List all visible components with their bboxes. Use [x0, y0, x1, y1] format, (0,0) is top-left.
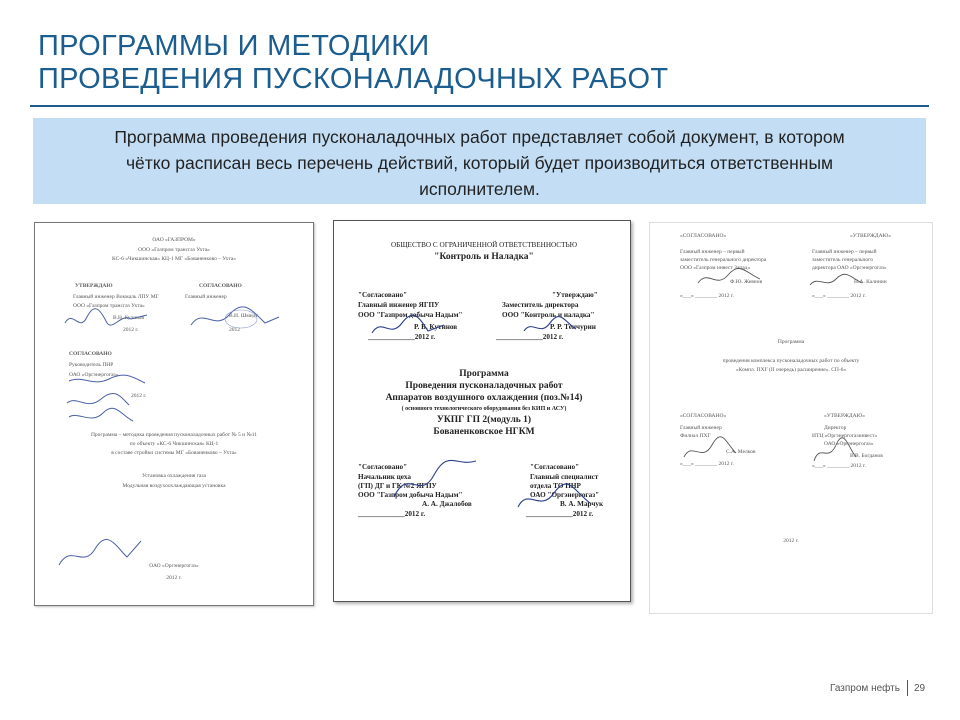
doc-mid-prog5: УКПГ ГП 2(модуль 1) — [436, 415, 532, 425]
doc-right-year: 2012 г. — [783, 538, 799, 544]
doc-left-agree2-role: Руководитель ПНР — [69, 362, 114, 368]
doc-right-b-role1: Главный инженер — [680, 425, 722, 431]
signature-agree2 — [63, 373, 163, 433]
doc-right-b-r-org: ОАО «Оргэнергогаз» — [824, 441, 874, 447]
doc-mid-approve-org: ООО "Контроль и наладка" — [502, 311, 595, 319]
doc-right-prog2: проведения комплекса пусконаладочных работ по объекту — [722, 358, 860, 364]
doc-left-program-line1: Программа – методика проведения пусконаладочных работ № 5 и №11 — [90, 432, 258, 438]
signature-approver — [61, 305, 151, 335]
doc-mid-b-name: А. А. Джалобов — [422, 500, 472, 508]
doc-mid-approve-name: Р. Р. Тенчурин — [550, 323, 596, 331]
description-callout — [33, 118, 926, 204]
doc-mid-agree-name: Р. Б. Кутинов — [414, 323, 458, 331]
doc-right-date-left: «___» ________ 2012 г. — [680, 293, 734, 299]
doc-mid-b-agree: "Согласовано" — [358, 463, 408, 471]
doc-right-b-role2: Филиал ПХГ — [680, 433, 711, 439]
doc-right-b-r-role2: ИТЦ «Оргэнергогазинвест» — [812, 433, 878, 439]
doc-right-b-date-right: «___» ________ 2012 г. — [812, 463, 866, 469]
footer-divider — [907, 680, 908, 696]
doc-left-agree-name: В.И. Шмидт — [229, 313, 258, 319]
doc-mid-agree: "Согласовано" — [358, 291, 408, 299]
doc-right-agree: «СОГЛАСОВАНО» — [680, 233, 727, 239]
doc-mid-approve-role: Заместитель директора — [502, 301, 579, 309]
title-line-1: ПРОГРАММЫ И МЕТОДИКИ — [38, 30, 430, 62]
doc-mid-company-name: "Контроль и Наладка" — [434, 252, 534, 262]
signature-mid-approve — [520, 315, 580, 339]
title-divider — [30, 105, 929, 107]
document-scan-middle — [333, 220, 631, 602]
doc-right-approve-org: директора ОАО «Оргэнергогаз» — [812, 265, 887, 271]
doc-left-approver-name: В.Н. Куликов — [113, 315, 144, 321]
doc-right-prog3: «Компл. ПХГ (II очередь) расширение». СП-6» — [735, 367, 847, 373]
signature-bottom — [55, 535, 145, 575]
doc-left-program-line3: в составе стройки системы МГ «Бованенково – Ухта» — [111, 450, 237, 456]
doc-right-b-date-left: «___» ________ 2012 г. — [680, 461, 734, 467]
doc-mid-c-agree: "Согласовано" — [530, 463, 580, 471]
doc-right-approve-name: Н.А. Калинин — [854, 279, 887, 285]
title-line-2: ПРОВЕДЕНИЯ ПУСКОНАЛАДОЧНЫХ РАБОТ — [38, 63, 669, 95]
doc-right-agree-name: Ф.Ю. Жевнов — [730, 279, 763, 285]
doc-mid-agree-date: _____________2012 г. — [368, 333, 436, 341]
doc-right-approve-role2: заместитель генерального — [812, 257, 873, 263]
doc-mid-c-date: _____________2012 г. — [526, 510, 594, 518]
stamp-signature-agree — [185, 301, 285, 337]
doc-left-org2: ООО «Газпром трансгаз Ухта» — [138, 247, 210, 253]
doc-left-agree2-org: ОАО «Оргэнергогаз» — [69, 372, 119, 378]
doc-mid-c-role1: Главный специалист — [530, 473, 599, 481]
doc-left-agree2: СОГЛАСОВАНО — [69, 351, 112, 357]
doc-left-agree2-date: 2012 г. — [131, 393, 147, 399]
callout-text: Программа проведения пусконаладочных работ представляет собой документ, в котором чётко расписан весь перечень действий, который будет производиться ответственным исполнителем. — [114, 127, 845, 199]
doc-mid-agree-org: ООО "Газпром добыча Надым" — [358, 311, 463, 319]
doc-right-agree-role2: заместитель генерального директора — [680, 257, 767, 263]
page-number: 29 — [914, 683, 926, 694]
page-title — [38, 30, 668, 96]
doc-mid-company: ОБЩЕСТВО С ОГРАНИЧЕННОЙ ОТВЕТСТВЕННОСТЬЮ — [390, 241, 578, 249]
doc-left-agree: СОГЛАСОВАНО — [199, 283, 242, 289]
doc-right-agree-role1: Главный инженер – первый — [680, 249, 745, 255]
document-scan-right — [649, 222, 933, 614]
doc-right-approve-role1: Главный инженер – первый — [812, 249, 877, 255]
doc-left-approve-date: 2012 г. — [123, 327, 139, 333]
signature-right-b-approve — [810, 437, 860, 467]
doc-mid-agree-role: Главный инженер ЯГПУ — [358, 301, 440, 309]
doc-mid-c-org: ОАО "Оргэнергогаз" — [530, 491, 600, 499]
doc-left-agree-role: Главный инженер — [185, 294, 227, 300]
doc-mid-c-role2: отдела ТО ПНР — [530, 482, 581, 490]
doc-left-approver-role: Главный инженер Вокмаль ЛПУ МГ — [73, 294, 159, 300]
footer-brand: Газпром нефть — [830, 683, 900, 694]
signature-right-b-agree — [680, 435, 740, 465]
doc-left-program-line2: по объекту «КС-6 Чикшинская» КЦ-1 — [129, 441, 219, 447]
doc-left-agree-year: 2012 — [229, 327, 240, 333]
doc-right-b-r-role1: Директор — [824, 425, 847, 431]
doc-right-prog1: Программа — [777, 339, 805, 345]
doc-mid-prog3: Аппаратов воздушного охлаждения (поз.№14) — [385, 393, 583, 403]
doc-mid-b-date: _____________2012 г. — [358, 510, 426, 518]
doc-mid-prog2: Проведения пусконаладочных работ — [405, 381, 563, 391]
doc-mid-b-role2: (ГП) ДГ и ГК №2 ЯГПУ — [358, 482, 437, 490]
doc-right-date-right: «___» ________ 2012 г. — [812, 293, 866, 299]
doc-right-b-r-name: В.В. Богданов — [850, 453, 883, 459]
doc-right-b-name: С.А. Мелков — [726, 449, 756, 455]
doc-mid-b-org: ООО "Газпром добыча Надым" — [358, 491, 463, 499]
doc-left-approver-org: ООО «Газпром трансгаз Ухта» — [73, 303, 145, 309]
doc-left-approve: УТВЕРЖДАЮ — [75, 283, 113, 289]
doc-right-agree-org: ООО «Газпром инвест Запад» — [680, 265, 751, 271]
doc-mid-approve-date: _____________2012 г. — [496, 333, 564, 341]
doc-left-bottom-org: ОАО «Оргэнергогаз» — [149, 563, 199, 569]
doc-right-b-agree: «СОГЛАСОВАНО» — [680, 413, 727, 419]
doc-left-org1: ОАО «ГАЗПРОМ» — [152, 237, 196, 243]
doc-mid-prog4: ( основного технологического оборудования без КИП и АСУ) — [401, 406, 567, 412]
doc-mid-approve: "Утверждаю" — [552, 291, 598, 299]
signature-mid-bottom-left — [390, 457, 480, 507]
doc-mid-b-role1: Начальник цеха — [358, 473, 411, 481]
doc-left-org3: КС-6 «Чикшинская» КЦ-1 МГ «Бованенково – Ухта» — [112, 256, 236, 262]
doc-mid-prog1: Программа — [459, 369, 509, 379]
doc-right-approve: «УТВЕРЖДАЮ» — [850, 233, 891, 239]
doc-left-unit1: Установка охлаждения газа — [142, 473, 206, 479]
doc-right-b-approve: «УТВЕРЖДАЮ» — [824, 413, 865, 419]
doc-mid-c-name: В. А. Марчук — [560, 500, 604, 508]
doc-mid-prog6: Бованенковское НГКМ — [433, 427, 535, 437]
document-scan-left — [34, 222, 314, 606]
signature-right-agree — [694, 265, 764, 291]
signature-mid-agree — [368, 313, 448, 341]
signature-mid-bottom-right — [514, 477, 594, 517]
doc-left-unit2: Модульная воздухоохлаждающая установка — [122, 483, 226, 489]
doc-left-bottom-year: 2012 г. — [166, 575, 182, 581]
signature-right-approve — [806, 271, 866, 291]
